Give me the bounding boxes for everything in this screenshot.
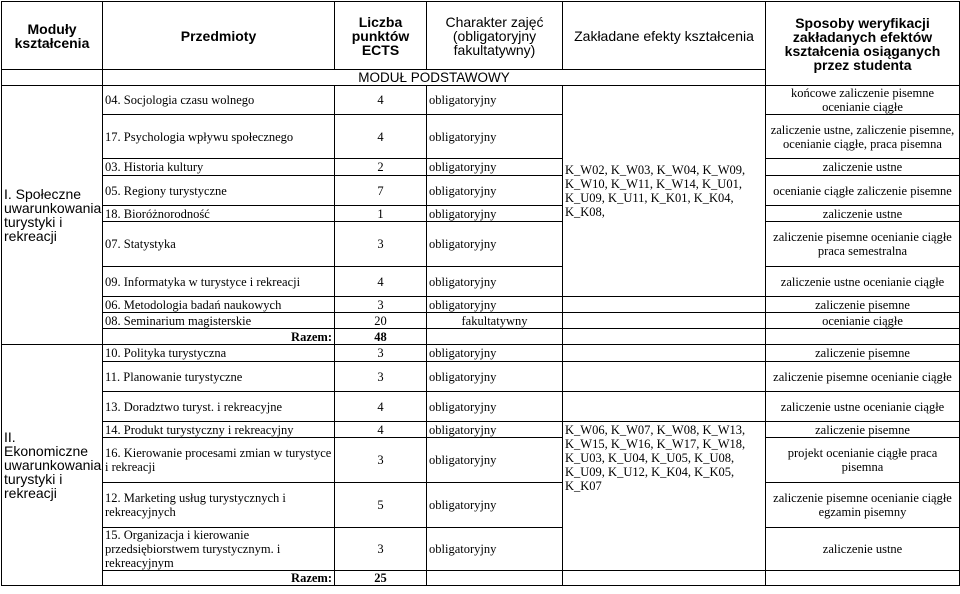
sum-empty (427, 571, 563, 586)
sum-empty (766, 571, 960, 586)
header-verification: Sposoby weryfikacji zakładanych efektów kształcenia osiąganych przez studenta (766, 2, 960, 86)
type-cell: obligatoryjny (427, 362, 563, 392)
subject-cell: 13. Doradztwo turyst. i rekreacyjne (103, 392, 335, 422)
ects-cell: 4 (335, 86, 427, 115)
subject-cell: 14. Produkt turystyczny i rekreacyjny (103, 422, 335, 438)
ects-cell: 4 (335, 392, 427, 422)
subject-cell: 05. Regiony turystyczne (103, 176, 335, 206)
table-row (2, 392, 960, 422)
verification-cell: zaliczenie ustne ocenianie ciągłe (766, 392, 960, 422)
ects-cell: 4 (335, 267, 427, 297)
subject-cell: 12. Marketing usług turystycznych i rekreacyjnych (103, 483, 335, 528)
header-outcomes: Zakładane efekty kształcenia (563, 2, 766, 70)
sum-value: 48 (335, 329, 427, 345)
header-ects: Liczba punktów ECTS (335, 2, 427, 70)
type-cell: obligatoryjny (427, 483, 563, 528)
type-cell: obligatoryjny (427, 392, 563, 422)
table-row (2, 345, 960, 362)
verification-cell: zaliczenie ustne (766, 159, 960, 176)
verification-cell: zaliczenie pisemne (766, 297, 960, 313)
outcomes-empty (563, 362, 766, 392)
ects-cell: 3 (335, 362, 427, 392)
module-name: II. Ekonomiczne uwarunkowania turystyki i rekreacji (2, 345, 103, 586)
sum-value: 25 (335, 571, 427, 586)
subject-cell: 17. Psychologia wpływu społecznego (103, 115, 335, 159)
ects-cell: 3 (335, 528, 427, 571)
table-row (2, 483, 960, 528)
ects-cell: 4 (335, 115, 427, 159)
verification-cell: projekt ocenianie ciągłe praca pisemna (766, 438, 960, 483)
subject-cell: 06. Metodologia badań naukowych (103, 297, 335, 313)
table-row (2, 206, 960, 222)
type-cell: obligatoryjny (427, 297, 563, 313)
verification-cell: ocenianie ciągłe zaliczenie pisemne (766, 176, 960, 206)
header-subjects: Przedmioty (103, 2, 335, 70)
table-row (2, 297, 960, 313)
type-cell: obligatoryjny (427, 159, 563, 176)
sum-empty (563, 329, 766, 345)
type-cell: obligatoryjny (427, 438, 563, 483)
verification-cell: zaliczenie pisemne ocenianie ciągłe egzamin pisemny (766, 483, 960, 528)
verification-cell: ocenianie ciągłe (766, 313, 960, 329)
ects-cell: 2 (335, 159, 427, 176)
table-row (2, 159, 960, 176)
header-modules: Moduły kształcenia (2, 2, 103, 70)
table-row (2, 438, 960, 483)
ects-cell: 7 (335, 176, 427, 206)
subject-cell: 10. Polityka turystyczna (103, 345, 335, 362)
subject-cell: 08. Seminarium magisterskie (103, 313, 335, 329)
outcomes-empty (563, 313, 766, 329)
table-row (2, 528, 960, 571)
subject-cell: 11. Planowanie turystyczne (103, 362, 335, 392)
header-row (2, 2, 960, 70)
ects-cell: 5 (335, 483, 427, 528)
ects-cell: 3 (335, 222, 427, 267)
table-row (2, 267, 960, 297)
table-row (2, 115, 960, 159)
ects-cell: 3 (335, 345, 427, 362)
verification-cell: zaliczenie pisemne (766, 422, 960, 438)
section-spacer (2, 70, 103, 86)
type-cell: obligatoryjny (427, 115, 563, 159)
sum-empty (427, 329, 563, 345)
subject-cell: 09. Informatyka w turystyce i rekreacji (103, 267, 335, 297)
subject-cell: 07. Statystyka (103, 222, 335, 267)
table-row (2, 222, 960, 267)
sum-label: Razem: (103, 571, 335, 586)
type-cell: obligatoryjny (427, 222, 563, 267)
sum-label: Razem: (103, 329, 335, 345)
subject-cell: 15. Organizacja i kierowanie przedsiębiorstwem turystycznym. i rekreacyjnym (103, 528, 335, 571)
sum-row (2, 571, 960, 586)
ects-cell: 1 (335, 206, 427, 222)
table-row (2, 86, 960, 115)
verification-cell: zaliczenie pisemne (766, 345, 960, 362)
type-cell: obligatoryjny (427, 206, 563, 222)
type-cell: obligatoryjny (427, 422, 563, 438)
type-cell: obligatoryjny (427, 345, 563, 362)
verification-cell: zaliczenie ustne ocenianie ciągłe (766, 267, 960, 297)
type-cell: obligatoryjny (427, 86, 563, 115)
verification-cell: zaliczenie ustne (766, 206, 960, 222)
verification-cell: zaliczenie ustne (766, 528, 960, 571)
table-row (2, 176, 960, 206)
section-title: MODUŁ PODSTAWOWY (103, 70, 766, 86)
outcomes-empty (563, 392, 766, 422)
verification-cell: zaliczenie ustne, zaliczenie pisemne, ocenianie ciągłe, praca pisemna (766, 115, 960, 159)
ects-cell: 20 (335, 313, 427, 329)
outcomes-empty (563, 345, 766, 362)
ects-cell: 4 (335, 422, 427, 438)
verification-cell: zaliczenie pisemne ocenianie ciągłe (766, 362, 960, 392)
outcomes-cell: K_W06, K_W07, K_W08, K_W13, K_W15, K_W16, K_W17, K_W18, K_U03, K_U04, K_U05, K_U08, K_U09, K_U12, K_K04, K_K05, K_K07 (563, 422, 766, 571)
table-row (2, 422, 960, 438)
table-row (2, 362, 960, 392)
verification-cell: końcowe zaliczenie pisemne ocenianie ciągłe (766, 86, 960, 115)
subject-cell: 16. Kierowanie procesami zmian w turystyce i rekreacji (103, 438, 335, 483)
type-cell: fakultatywny (427, 313, 563, 329)
outcomes-cell: K_W02, K_W03, K_W04, K_W09, K_W10, K_W11, K_W14, K_U01, K_U09, K_U11, K_K01, K_K04, K_K08, (563, 86, 766, 297)
ects-cell: 3 (335, 297, 427, 313)
sum-empty (563, 571, 766, 586)
curriculum-table (1, 1, 960, 586)
subject-cell: 04. Socjologia czasu wolnego (103, 86, 335, 115)
sum-row (2, 329, 960, 345)
sum-empty (766, 329, 960, 345)
header-character: Charakter zajęć (obligatoryjny fakultatywny) (427, 2, 563, 70)
verification-cell: zaliczenie pisemne ocenianie ciągłe praca semestralna (766, 222, 960, 267)
table-row (2, 313, 960, 329)
type-cell: obligatoryjny (427, 528, 563, 571)
type-cell: obligatoryjny (427, 267, 563, 297)
ects-cell: 3 (335, 438, 427, 483)
subject-cell: 18. Bioróżnorodność (103, 206, 335, 222)
module-name: I. Społeczne uwarunkowania turystyki i rekreacji (2, 86, 103, 345)
subject-cell: 03. Historia kultury (103, 159, 335, 176)
outcomes-empty (563, 297, 766, 313)
type-cell: obligatoryjny (427, 176, 563, 206)
